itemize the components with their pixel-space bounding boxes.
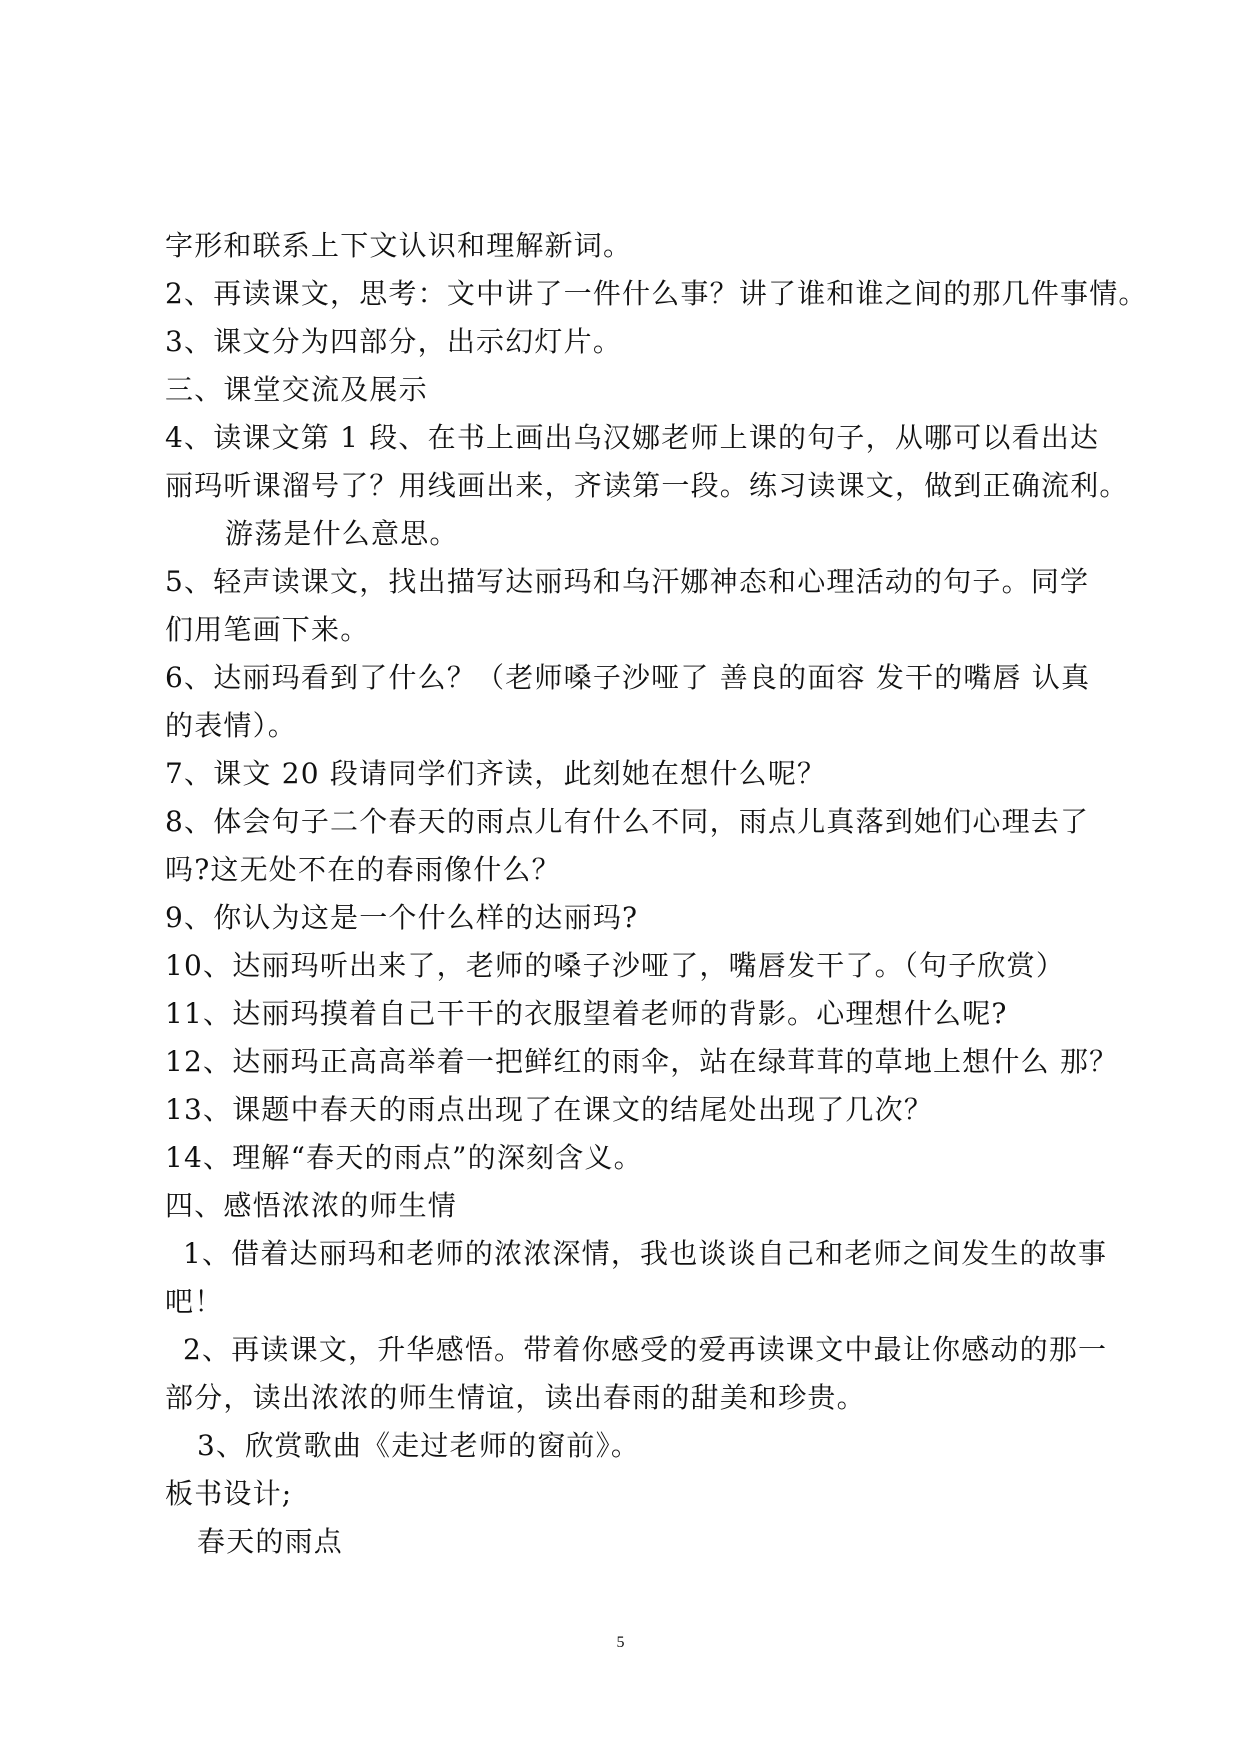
text-line: 游荡是什么意思。 [225,517,459,550]
text-line: 字形和联系上下文认识和理解新词。 [165,229,633,262]
text-line: 13、课题中春天的雨点出现了在课文的结尾处出现了几次？ [165,1093,934,1126]
text-line: 6、达丽玛看到了什么？（老师嗓子沙哑了 善良的面容 发干的嘴唇 认真 [165,661,1091,694]
document-body [165,222,1148,1566]
text-line: 吧！ [165,1285,224,1318]
text-line: 11、达丽玛摸着自己干干的衣服望着老师的背影。心理想什么呢? [165,997,1008,1030]
text-line: 吗?这无处不在的春雨像什么？ [165,853,561,886]
text-line: 部分，读出浓浓的师生情谊，读出春雨的甜美和珍贵。 [165,1381,866,1414]
text-line: 3、欣赏歌曲《走过老师的窗前》。 [197,1429,641,1462]
text-line: 9、你认为这是一个什么样的达丽玛? [165,901,639,934]
text-line: 14、理解“春天的雨点”的深刻含义。 [165,1141,643,1174]
section-heading: 四、感悟浓浓的师生情 [165,1189,458,1222]
section-heading: 板书设计; [165,1477,293,1510]
text-line: 1、借着达丽玛和老师的浓浓深情，我也谈谈自己和老师之间发生的故事 [183,1237,1108,1270]
text-line: 8、体会句子二个春天的雨点儿有什么不同，雨点儿真落到她们心理去了 [165,805,1090,838]
text-line: 12、达丽玛正高高举着一把鲜红的雨伞，站在绿茸茸的草地上想什么 那？ [165,1045,1119,1078]
text-line: 丽玛听课溜号了？用线画出来，齐读第一段。练习读课文，做到正确流利。 [165,469,1129,502]
page-number: 5 [616,1634,625,1651]
text-line: 的表情）。 [165,709,298,742]
text-line: 春天的雨点 [197,1525,344,1558]
text-line: 3、课文分为四部分，出示幻灯片。 [165,325,623,358]
text-line: 10、达丽玛听出来了，老师的嗓子沙哑了，嘴唇发干了。（句子欣赏） [165,949,1066,982]
text-line: 4、读课文第 1 段、在书上画出乌汉娜老师上课的句子，从哪可以看出达 [165,421,1100,454]
text-line: 2、再读课文，升华感悟。带着你感受的爱再读课文中最让你感动的那一 [183,1333,1108,1366]
text-line: 5、轻声读课文，找出描写达丽玛和乌汗娜神态和心理活动的句子。同学 [165,565,1090,598]
text-line: 7、课文 20 段请同学们齐读，此刻她在想什么呢？ [165,757,827,790]
text-line: 们用笔画下来。 [165,613,370,646]
text-line: 2、再读课文，思考：文中讲了一件什么事？讲了谁和谁之间的那几件事情。 [165,277,1148,310]
section-heading: 三、课堂交流及展示 [165,373,428,406]
